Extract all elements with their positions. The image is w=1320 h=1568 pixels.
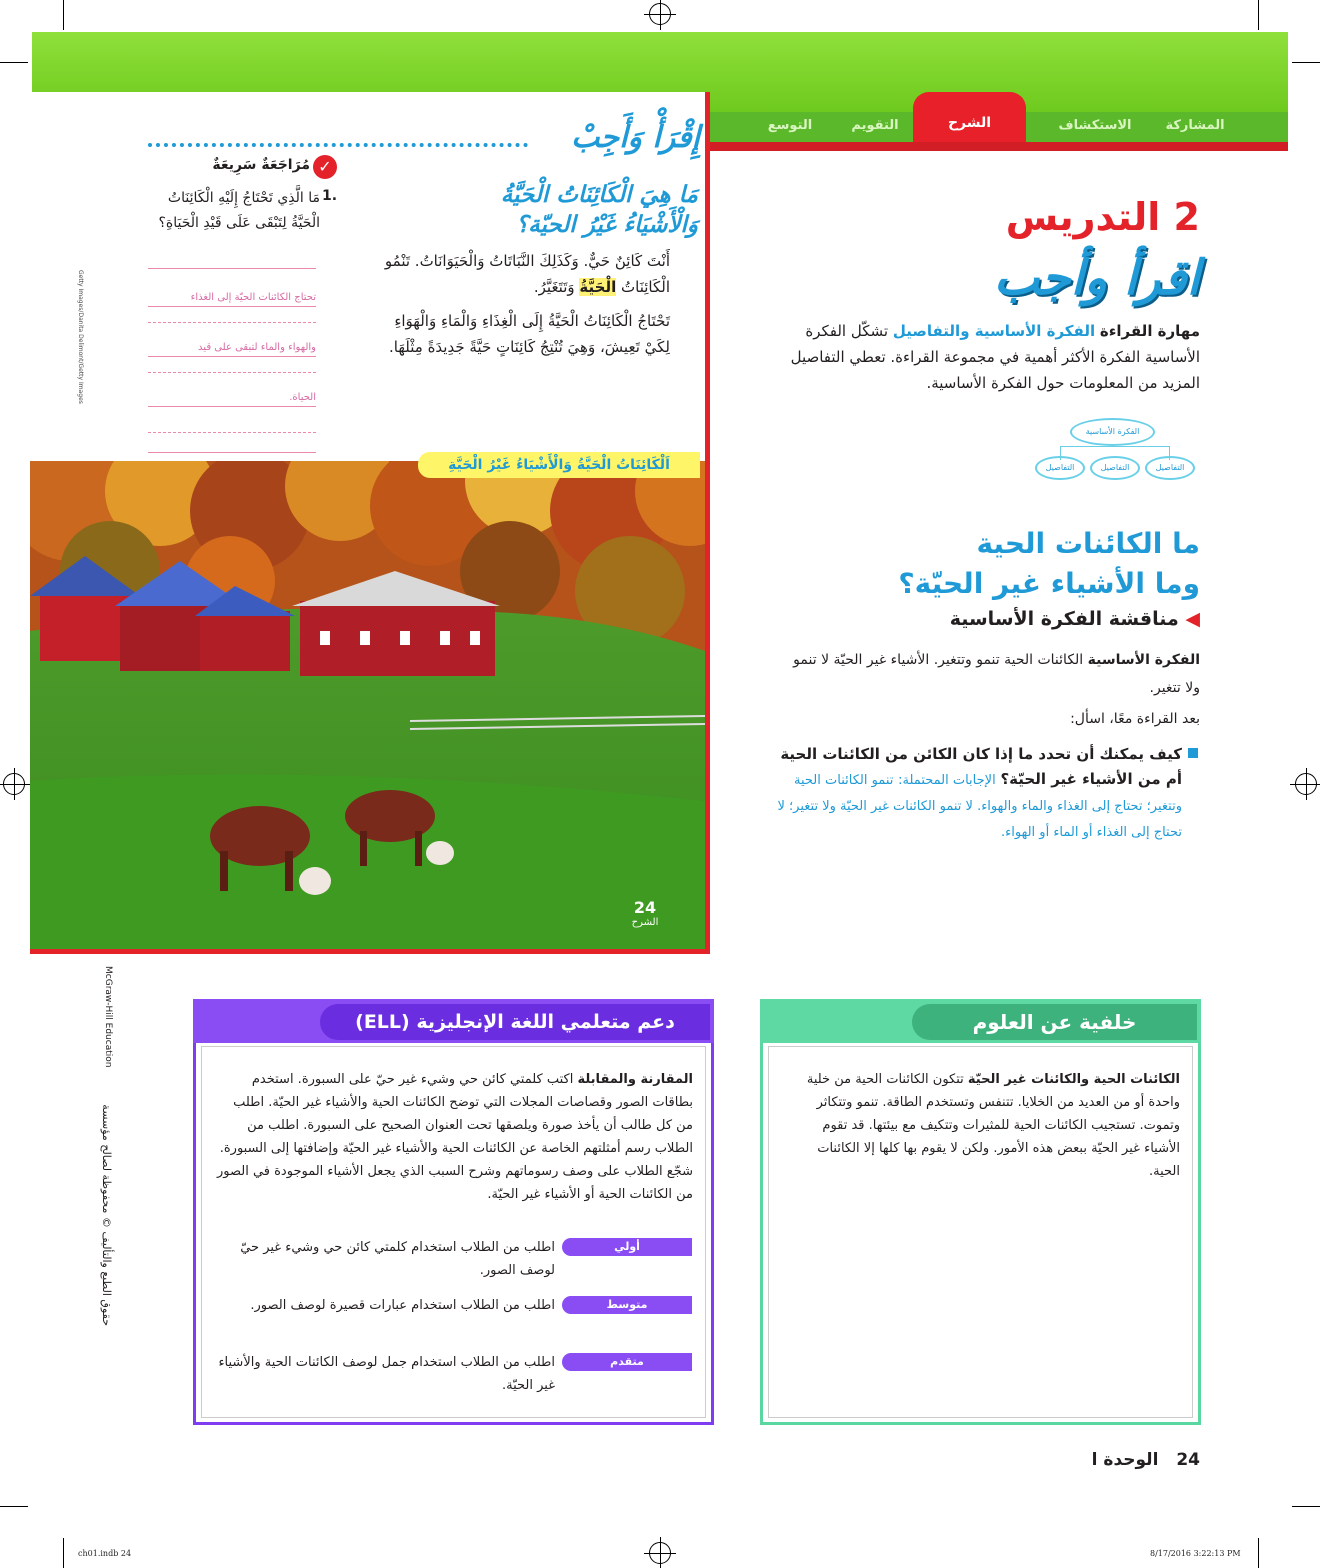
answer-text-1: تحتاج الكائنات الحيّة إلى الغذاء [190,292,316,303]
spine-rights: حقوق الطبع والتأليف © محفوظة لصالح مؤسسة [100,1104,113,1326]
main-idea-label: الفكرة الأساسية [1087,652,1200,668]
after-reading: بعد القراءة معًا، اسأل: [1070,711,1200,727]
ell-box-body: اكتب كلمتي كائن حي وشيء غير حيّ على السبورة. استخدم بطاقات الصور وقصاصات المجلات التي توضح الكائنات الحية والأشياء غير الحيّة. اطلب من كل طالب أن يأخذ صورة ويلصقها تحت العنوان الصحيح على السبورة. اطلب من الطلاب رسم أمثلتهم الخاصة عن الكائنات الحية والأشياء غير الحيّة وإضافتها إلى السبورة. شجّع الطلاب على وصف رسوماتهم وشرح السبب الذي يجعل الأشياء الموجودة في الصور من الكائنات الحية أو الأشياء غير الحيّة. [216,1072,693,1202]
answer-line [148,452,316,453]
diagram-detail-bubble: التفاصيل [1035,456,1085,480]
tab-engage[interactable]: المشاركة [1165,118,1225,133]
footer-page-number: 24 [1176,1450,1200,1470]
page-footer [1000,1450,1200,1470]
registration-mark-right [1295,773,1317,795]
student-heading-line1: مَا هِيَ الْكَائِنَاتُ الْحَيَّةُ [500,182,698,208]
student-para1 [365,248,670,300]
level-text-intermediate: اطلب من الطلاب استخدام عبارات قصيرة لوصف الصور. [250,1298,555,1313]
spine-credit: McGraw-Hill Education [103,966,113,1068]
photo-caption: اَلْكَائِنَاتُ الْحَيَّةُ وَالْأَشْيَاءُ غَيْرُ الْحَيَّةِ [418,452,700,478]
registration-mark-left [3,773,25,795]
triangle-icon: ◀ [1185,608,1200,630]
answer-line [148,306,316,307]
level-text-beginning: اطلب من الطلاب استخدام كلمتي كائن حي وشيء غير حيّ لوصف الصور. [240,1240,555,1278]
ell-box-bold: المقارنة والمقابلة [577,1072,693,1087]
science-box-bold: الكائنات الحية والكائنات غير الحيّة [967,1072,1180,1087]
reading-skill [770,318,1200,396]
big-title: اقرأ وأجب [993,250,1200,306]
teacher-question [760,742,1182,845]
science-box-title: خلفية عن العلوم [912,1004,1197,1040]
question-number: 1. [322,188,338,204]
level-pill-beginning: أولي [562,1238,692,1256]
student-heading-line2: وَالْأَشْيَاءُ غَيْرُ الحيّة؟ [515,212,698,238]
student-para1-end: وَتَتَغَيَّرُ. [533,278,575,296]
photo-credit: Getty Images/Danita Delimont/Getty Images [77,270,84,404]
answer-text-3: الحياة. [289,392,316,403]
student-page-number: 24 [633,898,657,917]
level-text-advanced: اطلب من الطلاب استخدام جمل لوصف الكائنات الحية والأشياء غير الحيّة. [218,1355,555,1393]
level-pill-intermediate: متوسط [562,1296,692,1314]
answer-line [148,372,316,373]
farm-photo [30,461,705,949]
ell-box-title: دعم متعلمي اللغة الإنجليزية (ELL) [320,1004,710,1040]
level-pill-advanced: متقدم [562,1353,692,1371]
quick-check-label: مُرَاجَعَةٌ سَرِيعَةٌ [212,157,310,173]
section-number: 2 [1173,195,1200,239]
discuss-heading-text: مناقشة الفكرة الأساسية [949,608,1179,630]
vocab-word[interactable]: الْحَيَّةُ [579,278,617,296]
science-box-body: تتكون الكائنات الحية من خلية واحدة أو من العديد من الخلايا. تتنفس وتستخدم الطاقة. تنمو وتتكاثر وتموت. تستجيب الكائنات الحية للمثيرات وتتكيف مع بيئتها. قد تقوم الأشياء غير الحيّة ببعض هذه الأمور. ولكن لا يقوم بها كلها إلا الكائنات الحية. [806,1072,1180,1179]
section-title [1000,195,1200,239]
registration-mark-top [649,3,671,25]
student-page-label: الشرح [631,917,659,928]
check-icon: ✓ [313,155,337,179]
section-title-text: التدريس [1005,195,1161,239]
footer-unit-label: الوحدة ا [1091,1450,1159,1470]
answer-line [148,432,316,433]
slug-date: 8/17/2016 3:22:13 PM [1150,1549,1241,1558]
question-text: كيف يمكنك أن تحدد ما إذا كان الكائن من الكائنات الحية أم من الأشياء غير الحيّة؟ [780,745,1182,788]
main-idea-text: الكائنات الحية تنمو وتتغير. الأشياء غير الحيّة لا تنمو ولا تتغير. [793,652,1200,696]
tab-extend[interactable]: التوسع [767,118,813,133]
student-heading [380,180,698,240]
teacher-heading [880,524,1200,604]
tab-explain[interactable]: الشرح [913,92,1026,144]
dotted-rule [148,143,528,147]
answer-line [148,322,316,323]
teacher-heading-line1: ما الكائنات الحية [976,527,1200,560]
diagram-detail-bubble: التفاصيل [1145,456,1195,480]
science-box-text [790,1068,1180,1183]
ell-box-text [215,1068,693,1206]
teacher-heading-line2: وما الأشياء غير الحيّة؟ [898,567,1200,600]
answer-line [148,406,316,407]
diagram-main-bubble: الفكرة الأساسية [1070,418,1155,446]
tab-evaluate[interactable]: التقويم [851,118,899,133]
diagram-detail-bubble: التفاصيل [1090,456,1140,480]
student-para2: تَحْتَاجُ الْكَائِنَاتُ الْحَيَّةُ إِلَى الْغِذَاءِ وَالْمَاءِ وَالْهَوَاءِ لِكَيْ تَعِيشَ، وَهِيَ تُنْتِجُ كَائِنَاتٍ حَيَّةً جَدِيدَةً مِثْلَهَا. [389,312,670,356]
main-idea [790,646,1200,702]
answer-line [148,356,316,357]
farm-illustration [30,461,705,949]
possible-label: الإجابات المحتملة: [898,773,996,788]
skill-text: تشكّل الفكرة الأساسية الفكرة الأكثر أهمية في مجموعة القراءة. تعطي التفاصيل المزيد من المعلومات حول الفكرة الأساسية. [790,322,1200,392]
quick-check-question: مَا الَّذِي تَحْتَاجُ إِلَيْهِ الْكَائِنَاتُ الْحَيَّةُ لِتَبْقَى عَلَى قَيْدِ الْحَيَاةِ؟ [158,190,320,231]
skill-highlight: الفكرة الأساسية والتفاصيل [892,322,1096,340]
discuss-heading [880,608,1200,630]
tab-explore[interactable]: الاستكشاف [1058,118,1132,133]
possible-answer: تنمو الكائنات الحية وتتغير؛ تحتاج إلى الغذاء والماء والهواء. لا تنمو الكائنات غير الحيّة ولا تتغير؛ لا تحتاج إلى الغذاء أو الماء أو الهواء. [777,773,1182,840]
slug-file: ch01.indb 24 [78,1549,132,1558]
skill-label: مهارة القراءة [1099,322,1200,340]
answer-text-2: والهواء والماء لتبقى على قيد [198,342,316,353]
registration-mark-bottom [649,1542,671,1564]
answer-line [148,268,316,269]
read-answer-title: إِقْرَأْ وَأَجِبْ [571,120,700,155]
student-para1-text: أَنْتَ كَائِنٌ حَيٌّ. وَكَذَلِكَ النَّبَاتَاتُ وَالْحَيَوَانَاتُ. تَنْمُو الْكَائِنَاتُ [384,252,670,296]
red-rule [710,142,1288,151]
bullet-square [1188,748,1198,758]
